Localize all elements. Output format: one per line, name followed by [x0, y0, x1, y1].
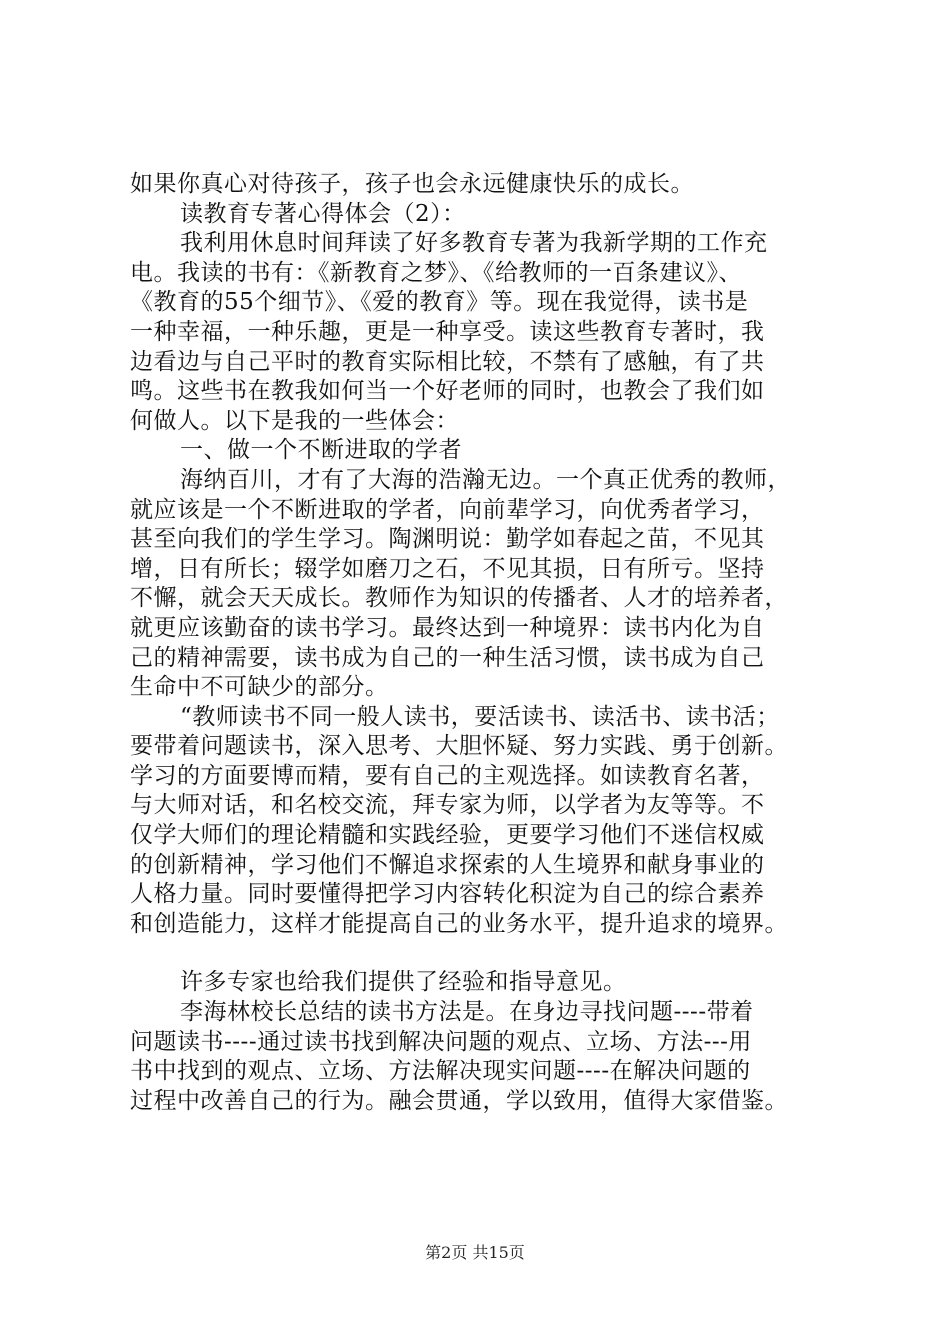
text-line: 仅学大师们的理论精髓和实践经验，更要学习他们不迷信权威 — [130, 822, 765, 849]
text-line: 鸣。这些书在教我如何当一个好老师的同时，也教会了我们如 — [130, 378, 765, 405]
text-line: 的创新精神，学习他们不懈追求探索的人生境界和献身事业的 — [130, 851, 765, 878]
subsection-heading: 一、做一个不断进取的学者 — [180, 437, 462, 464]
text-line: 书中找到的观点、立场、方法解决现实问题----在解决问题的 — [130, 1058, 751, 1085]
text-line: 人格力量。同时要懂得把学习内容转化积淀为自己的综合素养 — [130, 881, 765, 908]
text-line: 《教育的55个细节》、《爱的教育》等。现在我觉得，读书是 — [130, 289, 749, 316]
page-number-footer: 第2页 共15页 — [425, 1243, 525, 1262]
paragraph-start: 李海林校长总结的读书方法是。在身边寻找问题----带着 — [180, 999, 754, 1026]
text-line: 要带着问题读书，深入思考、大胆怀疑、努力实践、勇于创新。 — [130, 733, 788, 760]
text-line: 甚至向我们的学生学习。陶渊明说：勤学如春起之苗，不见其 — [130, 526, 765, 553]
text-line: 学习的方面要博而精，要有自己的主观选择。如读教育名著， — [130, 762, 765, 789]
text-line: 边看边与自己平时的教育实际相比较，不禁有了感触，有了共 — [130, 348, 765, 375]
paragraph-start: “教师读书不同一般人读书，要活读书、读活书、读书活； — [180, 703, 780, 730]
paragraph-start: 海纳百川，才有了大海的浩瀚无边。一个真正优秀的教师， — [180, 466, 791, 493]
text-line: 问题读书----通过读书找到解决问题的观点、立场、方法---用 — [130, 1028, 752, 1055]
text-line: 生命中不可缺少的部分。 — [130, 674, 389, 701]
paragraph-start: 我利用休息时间拜读了好多教育专著为我新学期的工作充 — [180, 230, 768, 257]
text-line: 己的精神需要，读书成为自己的一种生活习惯，读书成为自己 — [130, 644, 765, 671]
text-line: 和创造能力，这样才能提高自己的业务水平，提升追求的境界。 — [130, 910, 788, 937]
text-line: 与大师对话，和名校交流，拜专家为师，以学者为友等等。不 — [130, 792, 765, 819]
paragraph-gap — [130, 939, 830, 968]
paragraph-start: 许多专家也给我们提供了经验和指导意见。 — [180, 969, 627, 996]
text-line: 就更应该勤奋的读书学习。最终达到一种境界：读书内化为自 — [130, 614, 765, 641]
text-line: 不懈，就会天天成长。教师作为知识的传播者、人才的培养者， — [130, 585, 788, 612]
text-line: 就应该是一个不断进取的学者，向前辈学习，向优秀者学习， — [130, 496, 765, 523]
document-body — [130, 170, 830, 1116]
text-line: 如果你真心对待孩子，孩子也会永远健康快乐的成长。 — [130, 171, 694, 197]
text-line: 电。我读的书有：《新教育之梦》、《给教师的一百条建议》、 — [130, 259, 742, 286]
text-line: 一种幸福，一种乐趣，更是一种享受。读这些教育专著时，我 — [130, 318, 765, 345]
text-line: 何做人。以下是我的一些体会： — [130, 407, 459, 434]
text-line: 过程中改善自己的行为。融会贯通，学以致用，值得大家借鉴。 — [130, 1087, 788, 1114]
section-heading: 读教育专著心得体会（2）： — [180, 200, 466, 227]
text-line: 增，日有所长；辍学如磨刀之石，不见其损，日有所亏。坚持 — [130, 555, 765, 582]
